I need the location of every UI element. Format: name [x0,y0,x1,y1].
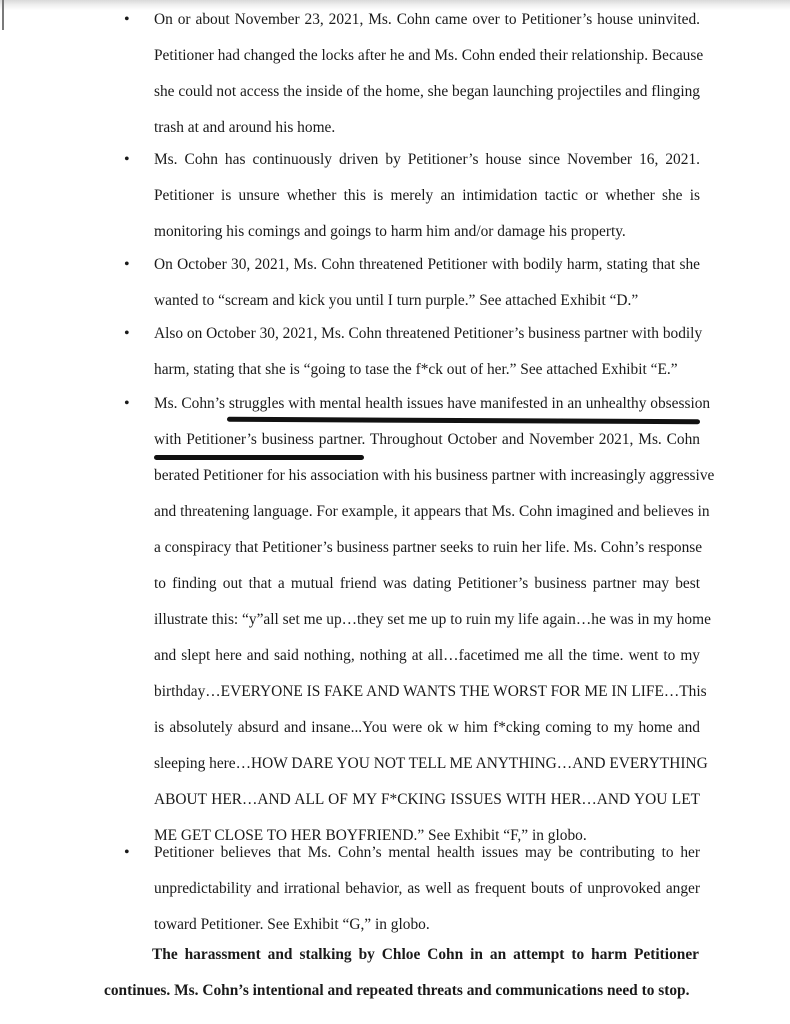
text-line: she could not access the inside of the home, she began launching projectiles and flinging [154,83,700,100]
text-line: continues. Ms. Cohn’s intentional and repeated threats and communications need to stop. [104,982,690,999]
bullet-text [154,835,700,943]
text-line: with Petitioner’s business partner. Throughout October and November 2021, Ms. Cohn [154,431,700,448]
text-line: monitoring his comings and goings to harm him and/or damage his property. [154,223,626,240]
bullet-text [154,2,704,146]
text-line: and threatening language. For example, it appears that Ms. Cohn imagined and believes in [154,503,710,520]
text-line: a conspiracy that Petitioner’s business partner seeks to ruin her life. Ms. Cohn’s response [154,539,703,556]
bullet-icon: • [124,151,130,168]
text-line: to finding out that a mutual friend was dating Petitioner’s business partner may best [154,575,700,592]
text-line: ABOUT HER…AND ALL OF MY F*CKING ISSUES WITH HER…AND YOU LET [154,791,700,808]
bullet-icon: • [124,325,130,342]
text-line: berated Petitioner for his association with his business partner with increasingly aggressive [154,467,715,484]
text-line: sleeping here…HOW DARE YOU NOT TELL ME ANYTHING…AND EVERYTHING [154,755,708,772]
bullet-icon: • [124,844,130,861]
text-line: is absolutely absurd and insane...You were ok w him f*cking coming to my home and [154,719,700,736]
bullet-icon: • [124,256,130,273]
bullet-icon: • [124,11,130,28]
text-line: unpredictability and irrational behavior, as well as frequent bouts of unprovoked anger [154,880,700,897]
text-line: and slept here and said nothing, nothing at all…facetimed me all the time. went to my [154,647,700,664]
bullet-text [154,316,703,388]
scan-edge-left [2,0,4,30]
bullet-text [154,247,700,319]
text-line: wanted to “scream and kick you until I turn purple.” See attached Exhibit “D.” [154,292,639,309]
text-line: Ms. Cohn’s struggles with mental health issues have manifested in an unhealthy obsession [154,395,711,412]
text-line: Ms. Cohn has continuously driven by Petitioner’s house since November 16, 2021. [154,151,700,168]
text-line: On October 30, 2021, Ms. Cohn threatened Petitioner with bodily harm, stating that she [154,256,700,273]
bullet-text [154,142,700,250]
text-line: birthday…EVERYONE IS FAKE AND WANTS THE WORST FOR ME IN LIFE…This [154,683,707,700]
text-line: Petitioner is unsure whether this is merely an intimidation tactic or whether she is [154,187,700,204]
marker-underline-line2 [154,455,364,460]
text-line: illustrate this: “y”all set me up…they set me up to ruin my life again…he was in my home [154,611,711,628]
text-line: On or about November 23, 2021, Ms. Cohn came over to Petitioner’s house uninvited. [154,11,700,28]
text-line: Also on October 30, 2021, Ms. Cohn threatened Petitioner’s business partner with bodily [154,325,703,342]
bullet-icon: • [124,395,130,412]
text-line: harm, stating that she is “going to tase the f*ck out of her.” See attached Exhibit “E.” [154,361,678,378]
text-line: toward Petitioner. See Exhibit “G,” in globo. [154,916,430,933]
text-line: The harassment and stalking by Chloe Cohn in an attempt to harm Petitioner [152,946,699,963]
text-line: trash at and around his home. [154,119,336,136]
text-line: Petitioner had changed the locks after he and Ms. Cohn ended their relationship. Because [154,47,704,64]
text-line: ME GET CLOSE TO HER BOYFRIEND.” See Exhibit “F,” in globo. [154,827,587,844]
text-line: Petitioner believes that Ms. Cohn’s mental health issues may be contributing to her [154,844,700,861]
conclusion-paragraph [104,937,699,1009]
